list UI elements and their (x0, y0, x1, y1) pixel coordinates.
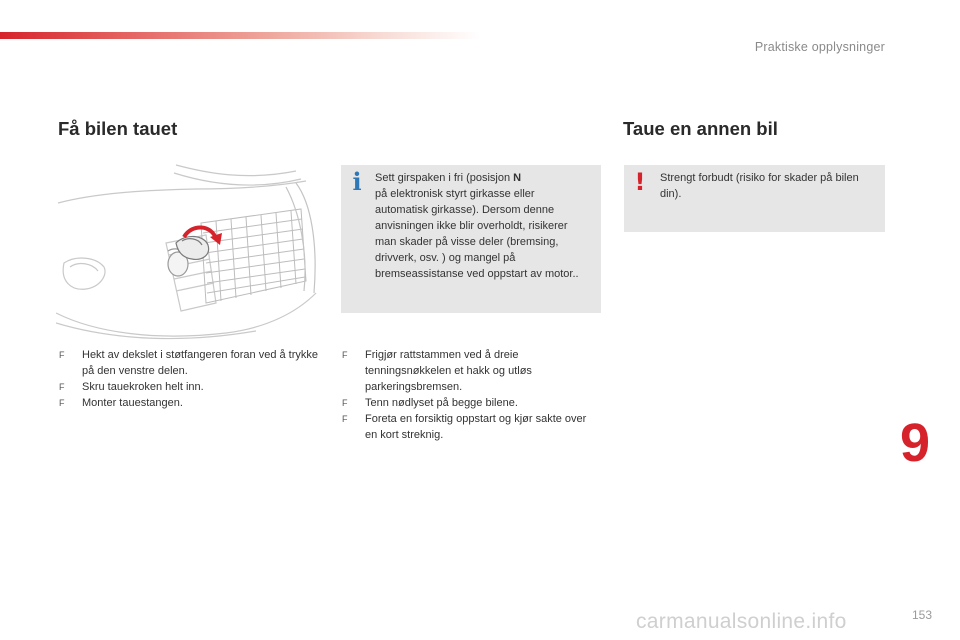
bullet-marker: F (59, 382, 65, 392)
tow-your-car-steps (58, 347, 328, 411)
list-item (58, 379, 328, 395)
heading-tow-another-car: Taue en annen bil (623, 118, 778, 139)
warning-box (624, 165, 885, 232)
bullet-marker: F (342, 398, 348, 408)
page-number: 153 (911, 608, 932, 622)
section-title: Praktiske opplysninger (754, 40, 885, 54)
info-text (375, 170, 590, 282)
step-text: Frigjør rattstammen ved å dreie tenningsnøkkelen et hakk og utløs parkeringsbremsen. (365, 349, 532, 393)
info-text-body: på elektronisk styrt girkasse eller automatisk girkasse). Dersom denne anvisningen ikke blir overholdt, risikerer man skader på visse deler (bremsing, drivverk, osv. ) og mangel på bremseassistanse ved oppstart av motor.. (375, 188, 579, 280)
header-accent-bar (0, 32, 480, 39)
warning-text: Strengt forbudt (risiko for skader på bilen din). (660, 172, 859, 200)
info-box (341, 165, 601, 313)
bullet-marker: F (342, 414, 348, 424)
step-text: Tenn nødlyset på begge bilene. (365, 397, 518, 409)
bullet-marker: F (59, 350, 65, 360)
list-item (341, 411, 601, 443)
heading-tow-your-car: Få bilen tauet (58, 118, 178, 139)
info-text-prefix: Sett girspaken i fri (posisjon (375, 172, 514, 184)
bullet-marker: F (342, 350, 348, 360)
step-text: Foreta en forsiktig oppstart og kjør sakte over en kort streknig. (365, 413, 587, 441)
list-item (341, 395, 601, 411)
bullet-marker: F (59, 398, 65, 408)
step-text: Skru tauekroken helt inn. (82, 381, 204, 393)
chapter-number: 9 (900, 413, 931, 473)
step-text: Hekt av dekslet i støtfangeren foran ved å trykke på den venstre delen. (82, 349, 319, 377)
gear-position-n: N (513, 172, 522, 184)
warning-icon: ! (634, 168, 646, 196)
step-text: Monter tauestangen. (82, 397, 183, 409)
tow-another-car-steps (341, 347, 601, 443)
list-item (58, 347, 328, 379)
list-item (341, 347, 601, 395)
info-icon: i (352, 167, 362, 196)
towing-hook-illustration (56, 163, 326, 340)
watermark: carmanualsonline.info (636, 610, 847, 633)
list-item (58, 395, 328, 411)
